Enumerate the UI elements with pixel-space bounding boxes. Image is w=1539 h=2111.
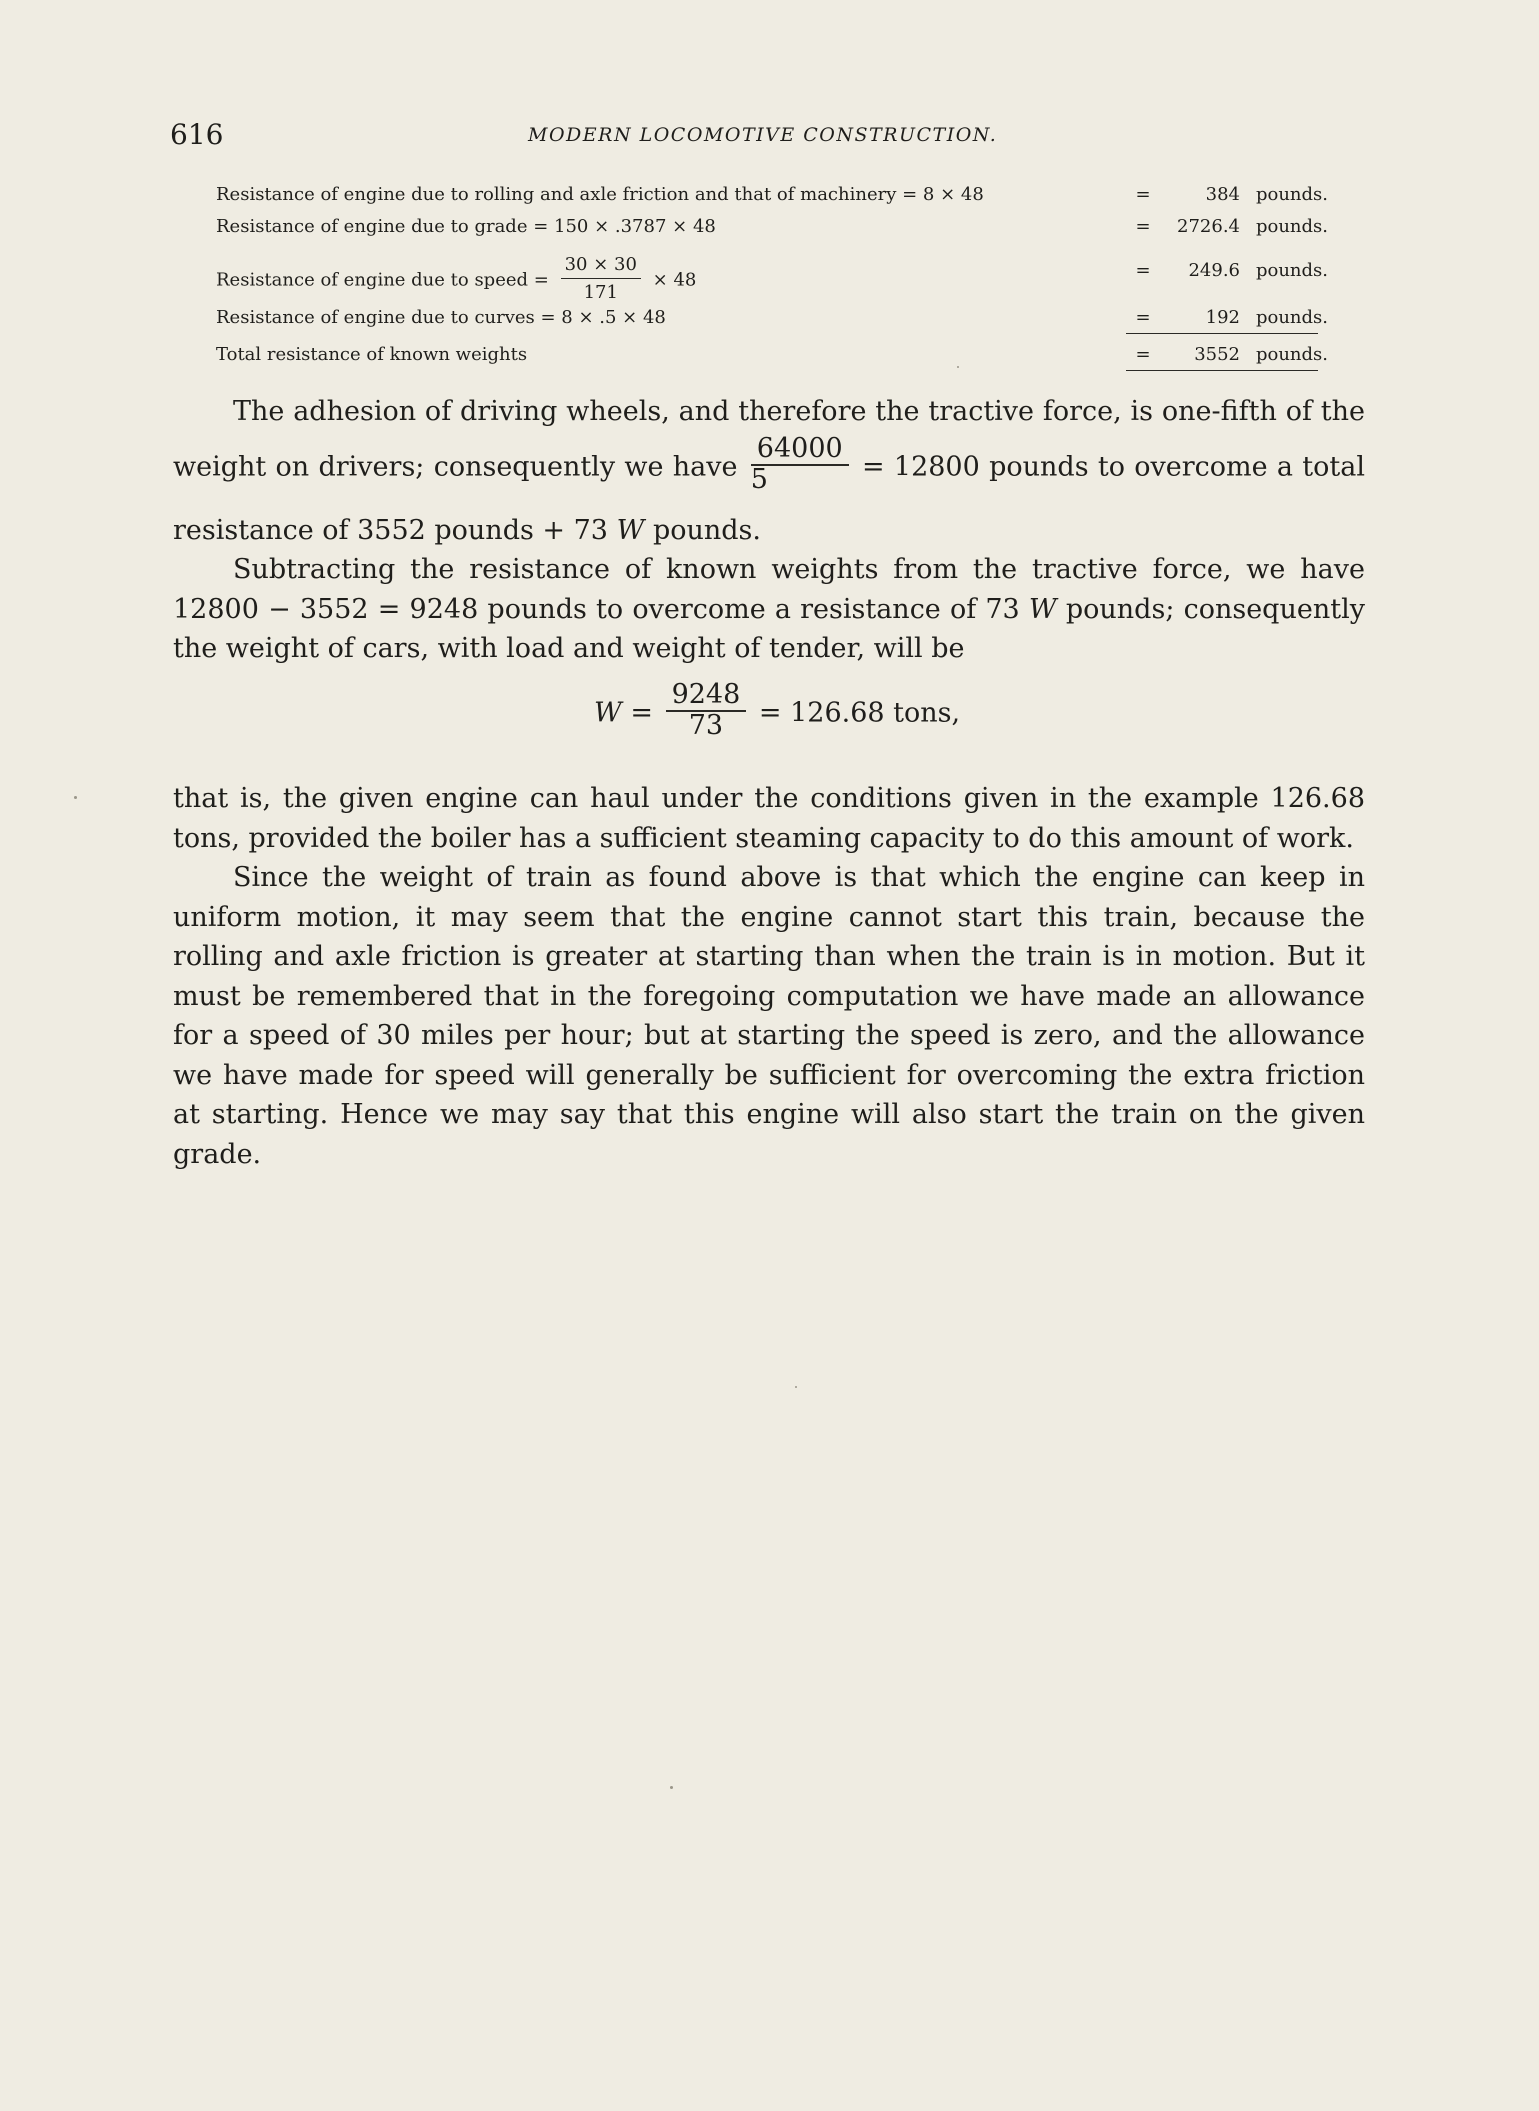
fraction-numerator: 30 × 30 [564, 254, 637, 275]
paper-speck [957, 366, 959, 368]
row-value: 249.6 [1188, 260, 1240, 281]
paragraph [173, 550, 1365, 629]
fraction-bar [561, 278, 641, 279]
variable-w: W [616, 515, 645, 546]
line-text: = 12800 pounds to overcome a total [861, 451, 1365, 483]
paragraph-line [173, 511, 1365, 551]
fraction-denominator: 5 [750, 463, 768, 495]
row-label: Resistance of engine due to grade = 150 × .3787 × 48 [216, 216, 716, 237]
paper-speck [795, 1386, 797, 1388]
fraction-denominator: 73 [688, 709, 724, 741]
row-equals: = [1135, 344, 1151, 365]
row-equals: = [1135, 260, 1151, 281]
paragraph [173, 392, 1365, 432]
sum-rule [1126, 333, 1318, 334]
row-value: 384 [1205, 184, 1240, 205]
table-row [216, 344, 1328, 378]
row-unit: pounds. [1255, 260, 1328, 281]
text-line [173, 392, 1365, 432]
equation-equals: = [630, 697, 653, 729]
line-text: the weight of cars, with load and weight of tender, will be [173, 633, 965, 664]
speed-label-suffix: × 48 [652, 269, 697, 291]
total-rule [1126, 370, 1318, 371]
row-value: 3552 [1194, 344, 1240, 365]
line-text: weight on drivers; consequently we have [173, 451, 738, 483]
adhesion-fraction [751, 434, 849, 494]
paper-speck [670, 1786, 673, 1789]
resistance-table [0, 0, 1539, 380]
paragraph: Since the weight of train as found above is that which the engine can keep in uniform motion, it may seem that the engine cannot start this train, because the rolling and axle friction is greater at starting than when the train is in motion. But it must be remembered that in the foregoing computation we have made an allowance for a speed of 30 miles per hour; but at starting the speed is zero, and the allowance we have made for speed will generally be sufficient for overcoming the extra friction at starting. Hence we may say that this engine will also start the train on the given grade. [173, 862, 1365, 1170]
equation-lhs: W [594, 697, 622, 729]
speed-fraction [561, 254, 641, 303]
row-unit: pounds. [1255, 344, 1328, 365]
table-row [216, 216, 1328, 250]
row-unit: pounds. [1255, 307, 1328, 328]
table-row [216, 246, 1328, 306]
fraction-numerator: 64000 [756, 433, 843, 464]
page-number: 616 [170, 118, 224, 151]
paragraph-line [173, 629, 1365, 669]
row-label: Resistance of engine due to rolling and axle friction and that of machinery = 8 × 48 [216, 184, 984, 205]
row-unit: pounds. [1255, 184, 1328, 205]
table-row [216, 307, 1328, 341]
row-label: Total resistance of known weights [216, 344, 528, 365]
line-text: The adhesion of driving wheels, and therefore the tractive force, is one-fifth of the [233, 396, 1365, 427]
table-row [216, 184, 1328, 218]
equation-rhs: = 126.68 tons, [758, 697, 961, 729]
line-text: pounds. [652, 515, 761, 546]
row-value: 2726.4 [1177, 216, 1240, 237]
speed-label-prefix: Resistance of engine due to speed = [216, 269, 549, 291]
row-label: Resistance of engine due to curves = 8 × .5 × 48 [216, 307, 666, 328]
text-line [173, 590, 1365, 630]
row-value: 192 [1205, 307, 1240, 328]
paragraph: that is, the given engine can haul under the conditions given in the example 126.68 tons, provided the boiler has a sufficient steaming capacity to do this amount of work. [173, 783, 1365, 854]
line-text: resistance of 3552 pounds + 73 [173, 515, 608, 546]
variable-w: W [1028, 593, 1057, 625]
line-text: Subtracting the resistance of known weights from the tractive force, we have [233, 554, 1365, 585]
row-unit: pounds. [1255, 216, 1328, 237]
row-label [216, 256, 696, 305]
paper-speck [74, 796, 77, 799]
line-text: 12800 − 3552 = 9248 pounds to overcome a resistance of 73 [173, 593, 1020, 625]
row-equals: = [1135, 307, 1151, 328]
line-text: pounds; consequently [1065, 593, 1365, 625]
paragraph-line-with-fraction [173, 433, 1365, 504]
row-equals: = [1135, 184, 1151, 205]
equation-fraction [666, 680, 747, 740]
fraction-numerator: 9248 [671, 679, 741, 710]
running-title: MODERN LOCOMOTIVE CONSTRUCTION. [528, 124, 998, 146]
fraction-denominator: 171 [583, 282, 618, 303]
text-line [173, 550, 1365, 590]
display-equation [594, 679, 961, 744]
row-equals: = [1135, 216, 1151, 237]
